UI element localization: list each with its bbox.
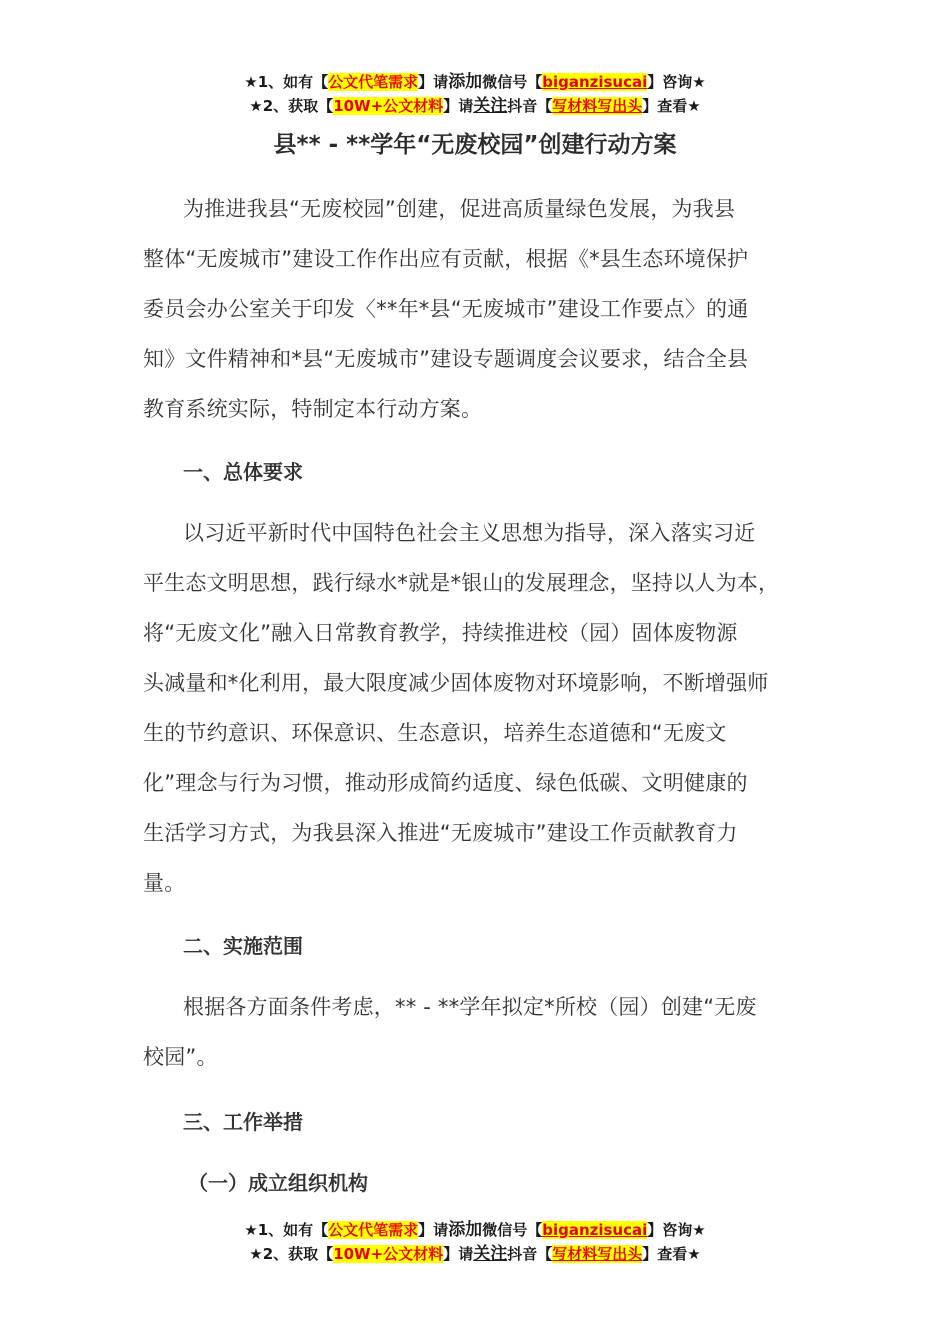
section-heading-measures: 三、工作举措 [183,1110,303,1134]
promo-line-2: ★2、获取【10W+公文材料】请关注抖音【写材料写出头】查看★ [249,96,701,116]
section-heading-general-requirements: 一、总体要求 [183,460,303,484]
promo-line-1: ★1、如有【公文代笔需求】请添加微信号【biganzisucai】咨询★ [244,72,706,92]
promo-douyin-account[interactable]: 写材料写出头 [552,97,643,115]
intro-paragraph: 为推进我县“无废校园”创建，促进高质量绿色发展，为我县 整体“无废城市”建设工作作出应有贡献，根据《*县生态环境保护 委员会办公室关于印发〈**年*县“无废城市”建设工作要点〉的通 知》文件精神和*县“无废城市”建设专题调度会议要求，结合全县 教育系统实际，特制定本行动方案。 [143,197,749,421]
document-title: 县** - **学年“无废校园”创建行动方案 [273,132,677,158]
promo-douyin-account[interactable]: 写材料写出头 [552,1245,643,1263]
subsection-heading-organization: （一）成立组织机构 [188,1171,368,1195]
top-promo-banner [0,70,950,118]
section1-paragraph: 以习近平新时代中国特色社会主义思想为指导，深入落实习近 平生态文明思想，践行绿水*就是*银山的发展理念，坚持以人为本， 将“无废文化”融入日常教育教学，持续推进校（园）固体废物源 头减量和*化利用，最大限度减少固体废物对环境影响，不断增强师 生的节约意识、环保意识、生态意识，培养生态道德和“无废文 化”理念与行为习惯，推动形成简约适度、绿色低碳、文明健康的 生活学习方式，为我县深入推进“无废城市”建设工作贡献教育力 量。 [143,521,780,895]
promo-highlight-materials: 10W+公文材料 [333,97,444,115]
bottom-promo-banner [0,1218,950,1266]
promo-wechat-id[interactable]: biganzisucai [542,1221,648,1239]
promo-highlight-service: 公文代笔需求 [328,1221,419,1239]
promo-line-1: ★1、如有【公文代笔需求】请添加微信号【biganzisucai】咨询★ [244,1220,706,1240]
promo-wechat-id[interactable]: biganzisucai [542,73,648,91]
section2-paragraph: 根据各方面条件考虑，** - **学年拟定*所校（园）创建“无废 校园”。 [143,995,757,1069]
promo-highlight-service: 公文代笔需求 [328,73,419,91]
section-heading-scope: 二、实施范围 [183,934,303,958]
promo-highlight-materials: 10W+公文材料 [333,1245,444,1263]
promo-line-2: ★2、获取【10W+公文材料】请关注抖音【写材料写出头】查看★ [249,1244,701,1264]
